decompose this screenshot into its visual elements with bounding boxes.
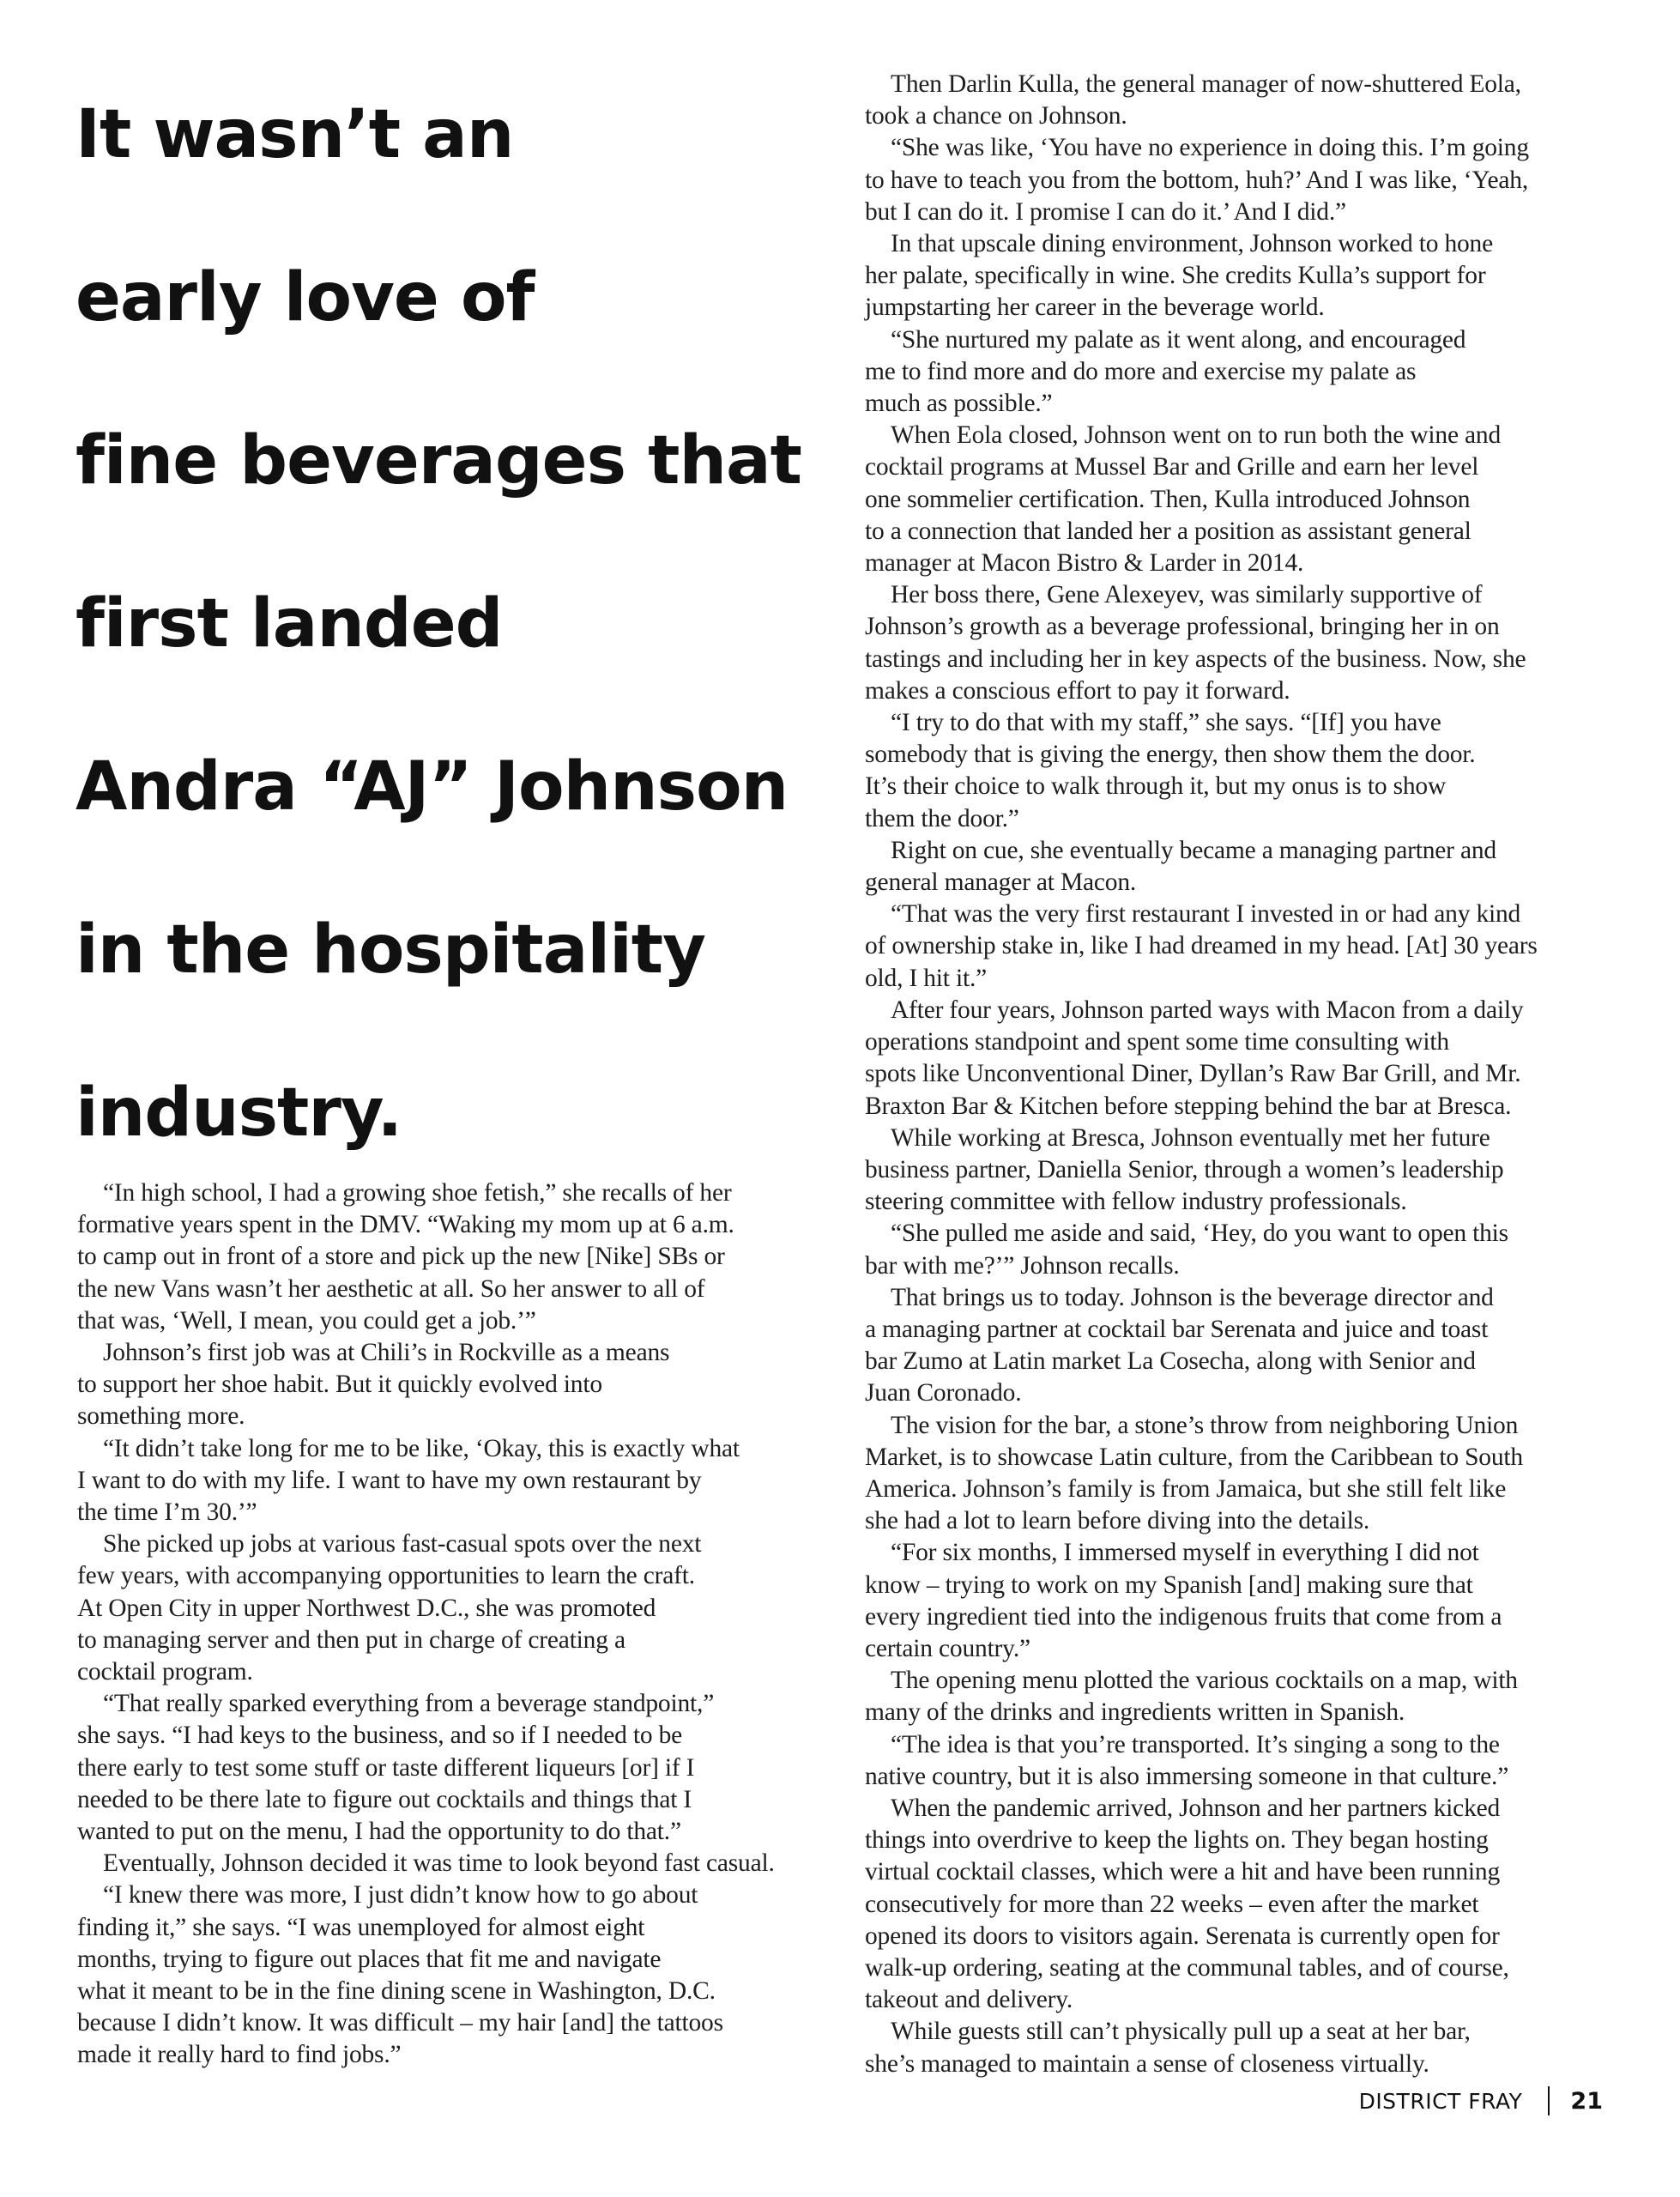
- paragraph: [865, 995, 1620, 1123]
- paragraph: [77, 1879, 832, 2071]
- text-line: When the pandemic arrived, Johnson and her partners kicked: [891, 1794, 1501, 1822]
- text-line: opened its doors to visitors again. Serenata is currently open for: [865, 1922, 1500, 1950]
- footer-divider: [1548, 2086, 1550, 2115]
- headline-line: first landed: [76, 585, 503, 663]
- text-line: walk-up ordering, seating at the communal tables, and of course,: [865, 1953, 1509, 1982]
- paragraph: [865, 228, 1620, 324]
- text-line: “I try to do that with my staff,” she says. “[If] you have: [891, 709, 1441, 737]
- text-line: she’s managed to maintain a sense of closeness virtually.: [865, 2049, 1429, 2078]
- paragraph: [865, 1729, 1620, 1793]
- text-line: took a chance on Johnson.: [865, 102, 1127, 130]
- text-line: because I didn’t know. It was difficult – my hair [and] the tattoos: [77, 2009, 723, 2037]
- text-line: of ownership stake in, like I had dreamed in my head. [At] 30 years: [865, 932, 1538, 960]
- text-line: While guests still can’t physically pull up a seat at her bar,: [891, 2018, 1471, 2046]
- body-column-left: [77, 1177, 832, 2072]
- text-line: that was, ‘Well, I mean, you could get a job.’”: [77, 1306, 536, 1335]
- text-line: That brings us to today. Johnson is the beverage director and: [891, 1283, 1494, 1311]
- text-line: “I knew there was more, I just didn’t know how to go about: [103, 1881, 698, 1910]
- text-line: manager at Macon Bistro & Larder in 2014.: [865, 549, 1304, 578]
- text-line: months, trying to figure out places that fit me and navigate: [77, 1945, 662, 1973]
- text-line: After four years, Johnson parted ways with Macon from a daily: [891, 996, 1524, 1024]
- text-line: to have to teach you from the bottom, huh?’ And I was like, ‘Yeah,: [865, 166, 1529, 194]
- text-line: wanted to put on the menu, I had the opportunity to do that.”: [77, 1818, 681, 1846]
- text-line: “That really sparked everything from a beverage standpoint,”: [103, 1690, 715, 1718]
- headline-line: Andra “AJ” Johnson: [76, 748, 789, 826]
- text-line: to a connection that landed her a position as assistant general: [865, 517, 1472, 545]
- text-line: “The idea is that you’re transported. It’s singing a song to the: [891, 1730, 1500, 1758]
- text-line: I want to do with my life. I want to have my own restaurant by: [77, 1466, 702, 1494]
- paragraph: [865, 324, 1620, 421]
- text-line: The vision for the bar, a stone’s throw from neighboring Union: [891, 1411, 1519, 1439]
- text-line: needed to be there late to figure out cocktails and things that I: [77, 1785, 692, 1813]
- body-column-right: [865, 69, 1620, 2080]
- paragraph: [865, 1537, 1620, 1665]
- text-line: Juan Coronado.: [865, 1379, 1022, 1407]
- headline-line: early love of: [76, 259, 535, 336]
- text-line: me to find more and do more and exercise my palate as: [865, 357, 1417, 385]
- text-line: “It didn’t take long for me to be like, ‘Okay, this is exactly what: [103, 1434, 740, 1462]
- text-line: jumpstarting her career in the beverage world.: [865, 294, 1325, 322]
- paragraph: [865, 1410, 1620, 1538]
- text-line: consecutively for more than 22 weeks – even after the market: [865, 1890, 1479, 1918]
- text-line: Braxton Bar & Kitchen before stepping behind the bar at Bresca.: [865, 1092, 1512, 1120]
- text-line: Market, is to showcase Latin culture, from the Caribbean to South: [865, 1443, 1523, 1471]
- text-line: “That was the very first restaurant I invested in or had any kind: [891, 900, 1521, 929]
- paragraph: [865, 420, 1620, 579]
- text-line: them the door.”: [865, 804, 1019, 832]
- text-line: At Open City in upper Northwest D.C., she was promoted: [77, 1594, 656, 1622]
- text-line: few years, with accompanying opportunities to learn the craft.: [77, 1562, 695, 1590]
- headline-line: It wasn’t an: [76, 96, 514, 173]
- paragraph: [865, 69, 1620, 132]
- paragraph: [865, 707, 1620, 835]
- paragraph: [865, 899, 1620, 995]
- text-line: Johnson’s first job was at Chili’s in Rockville as a means: [103, 1339, 670, 1367]
- paragraph: [77, 1433, 832, 1529]
- paragraph: [865, 132, 1620, 228]
- text-line: “In high school, I had a growing shoe fetish,” she recalls of her: [103, 1179, 732, 1207]
- text-line: She picked up jobs at various fast-casual spots over the next: [103, 1530, 702, 1558]
- text-line: While working at Bresca, Johnson eventually met her future: [891, 1123, 1490, 1152]
- text-line: formative years spent in the DMV. “Waking my mom up at 6 a.m.: [77, 1211, 734, 1239]
- headline: [76, 53, 831, 1195]
- publication-name: DISTRICT FRAY: [1358, 2088, 1523, 2114]
- text-line: somebody that is giving the energy, then show them the door.: [865, 741, 1476, 769]
- text-line: Her boss there, Gene Alexeyev, was similarly supportive of: [891, 581, 1483, 609]
- text-line: know – trying to work on my Spanish [and] making sure that: [865, 1571, 1473, 1599]
- text-line: the time I’m 30.’”: [77, 1498, 257, 1527]
- headline-line: industry.: [76, 1074, 402, 1152]
- text-line: “For six months, I immersed myself in everything I did not: [891, 1539, 1479, 1567]
- page-number: 21: [1570, 2087, 1603, 2115]
- text-line: she had a lot to learn before diving into the details.: [865, 1507, 1370, 1535]
- text-line: cocktail program.: [77, 1658, 253, 1686]
- text-line: When Eola closed, Johnson went on to run both the wine and: [891, 421, 1502, 450]
- text-line: general manager at Macon.: [865, 869, 1137, 897]
- paragraph: [77, 1528, 832, 1688]
- text-line: steering committee with fellow industry professionals.: [865, 1188, 1407, 1216]
- text-line: business partner, Daniella Senior, through a women’s leadership: [865, 1155, 1504, 1183]
- paragraph: [77, 1337, 832, 1433]
- text-line: “She was like, ‘You have no experience in doing this. I’m going: [891, 134, 1529, 162]
- text-line: to support her shoe habit. But it quickly evolved into: [77, 1371, 602, 1399]
- text-line: certain country.”: [865, 1634, 1030, 1662]
- paragraph: [865, 579, 1620, 707]
- text-line: the new Vans wasn’t her aesthetic at all. So her answer to all of: [77, 1274, 705, 1303]
- paragraph: [865, 1282, 1620, 1410]
- text-line: there early to test some stuff or taste different liqueurs [or] if I: [77, 1753, 695, 1782]
- text-line: virtual cocktail classes, which were a hit and have been running: [865, 1858, 1500, 1886]
- text-line: makes a conscious effort to pay it forward.: [865, 676, 1290, 705]
- paragraph: [865, 1793, 1620, 2016]
- headline-line: fine beverages that: [76, 422, 801, 499]
- text-line: to managing server and then put in charge of creating a: [77, 1625, 625, 1654]
- text-line: her palate, specifically in wine. She credits Kulla’s support for: [865, 262, 1486, 290]
- text-line: cocktail programs at Mussel Bar and Grille and earn her level: [865, 453, 1479, 481]
- text-line: The opening menu plotted the various cocktails on a map, with: [891, 1667, 1518, 1695]
- paragraph: [77, 1688, 832, 1848]
- text-line: operations standpoint and spent some time consulting with: [865, 1028, 1449, 1056]
- text-line: she says. “I had keys to the business, and so if I needed to be: [77, 1722, 683, 1750]
- text-line: Eventually, Johnson decided it was time to look beyond fast casual.: [103, 1849, 775, 1878]
- text-line: native country, but it is also immersing someone in that culture.”: [865, 1762, 1509, 1790]
- text-line: but I can do it. I promise I can do it.’ And I did.”: [865, 197, 1346, 226]
- text-line: made it really hard to find jobs.”: [77, 2041, 402, 2069]
- text-line: much as possible.”: [865, 390, 1053, 418]
- paragraph: [865, 835, 1620, 899]
- text-line: Johnson’s growth as a beverage professional, bringing her in on: [865, 613, 1500, 641]
- text-line: a managing partner at cocktail bar Serenata and juice and toast: [865, 1315, 1489, 1343]
- text-line: something more.: [77, 1402, 245, 1431]
- text-line: It’s their choice to walk through it, but my onus is to show: [865, 772, 1447, 801]
- paragraph: [865, 1123, 1620, 1219]
- page-footer: [1359, 2084, 1603, 2118]
- text-line: finding it,” she says. “I was unemployed for almost eight: [77, 1913, 645, 1941]
- text-line: one sommelier certification. Then, Kulla introduced Johnson: [865, 485, 1471, 513]
- text-line: “She nurtured my palate as it went along, and encouraged: [891, 325, 1466, 354]
- text-line: what it meant to be in the fine dining scene in Washington, D.C.: [77, 1977, 716, 2006]
- text-line: Right on cue, she eventually became a managing partner and: [891, 836, 1496, 864]
- text-line: every ingredient tied into the indigenous fruits that come from a: [865, 1602, 1502, 1631]
- text-line: tastings and including her in key aspects of the business. Now, she: [865, 645, 1526, 673]
- text-line: takeout and delivery.: [865, 1986, 1073, 2014]
- paragraph: [865, 1665, 1620, 1728]
- text-line: old, I hit it.”: [865, 964, 988, 992]
- text-line: bar with me?’” Johnson recalls.: [865, 1251, 1180, 1280]
- text-line: to camp out in front of a store and pick up the new [Nike] SBs or: [77, 1243, 725, 1271]
- text-line: Then Darlin Kulla, the general manager of now-shuttered Eola,: [891, 70, 1521, 98]
- text-line: spots like Unconventional Diner, Dyllan’s Raw Bar Grill, and Mr.: [865, 1060, 1521, 1088]
- paragraph: [77, 1848, 832, 1879]
- text-line: many of the drinks and ingredients written in Spanish.: [865, 1698, 1405, 1727]
- text-line: In that upscale dining environment, Johnson worked to hone: [891, 230, 1494, 258]
- paragraph: [77, 1177, 832, 1337]
- paragraph: [865, 2016, 1620, 2079]
- text-line: America. Johnson’s family is from Jamaica, but she still felt like: [865, 1474, 1507, 1503]
- text-line: things into overdrive to keep the lights on. They began hosting: [865, 1826, 1489, 1855]
- text-line: “She pulled me aside and said, ‘Hey, do you want to open this: [891, 1220, 1508, 1248]
- text-line: bar Zumo at Latin market La Cosecha, along with Senior and: [865, 1347, 1476, 1376]
- headline-line: in the hospitality: [76, 911, 705, 989]
- paragraph: [865, 1218, 1620, 1281]
